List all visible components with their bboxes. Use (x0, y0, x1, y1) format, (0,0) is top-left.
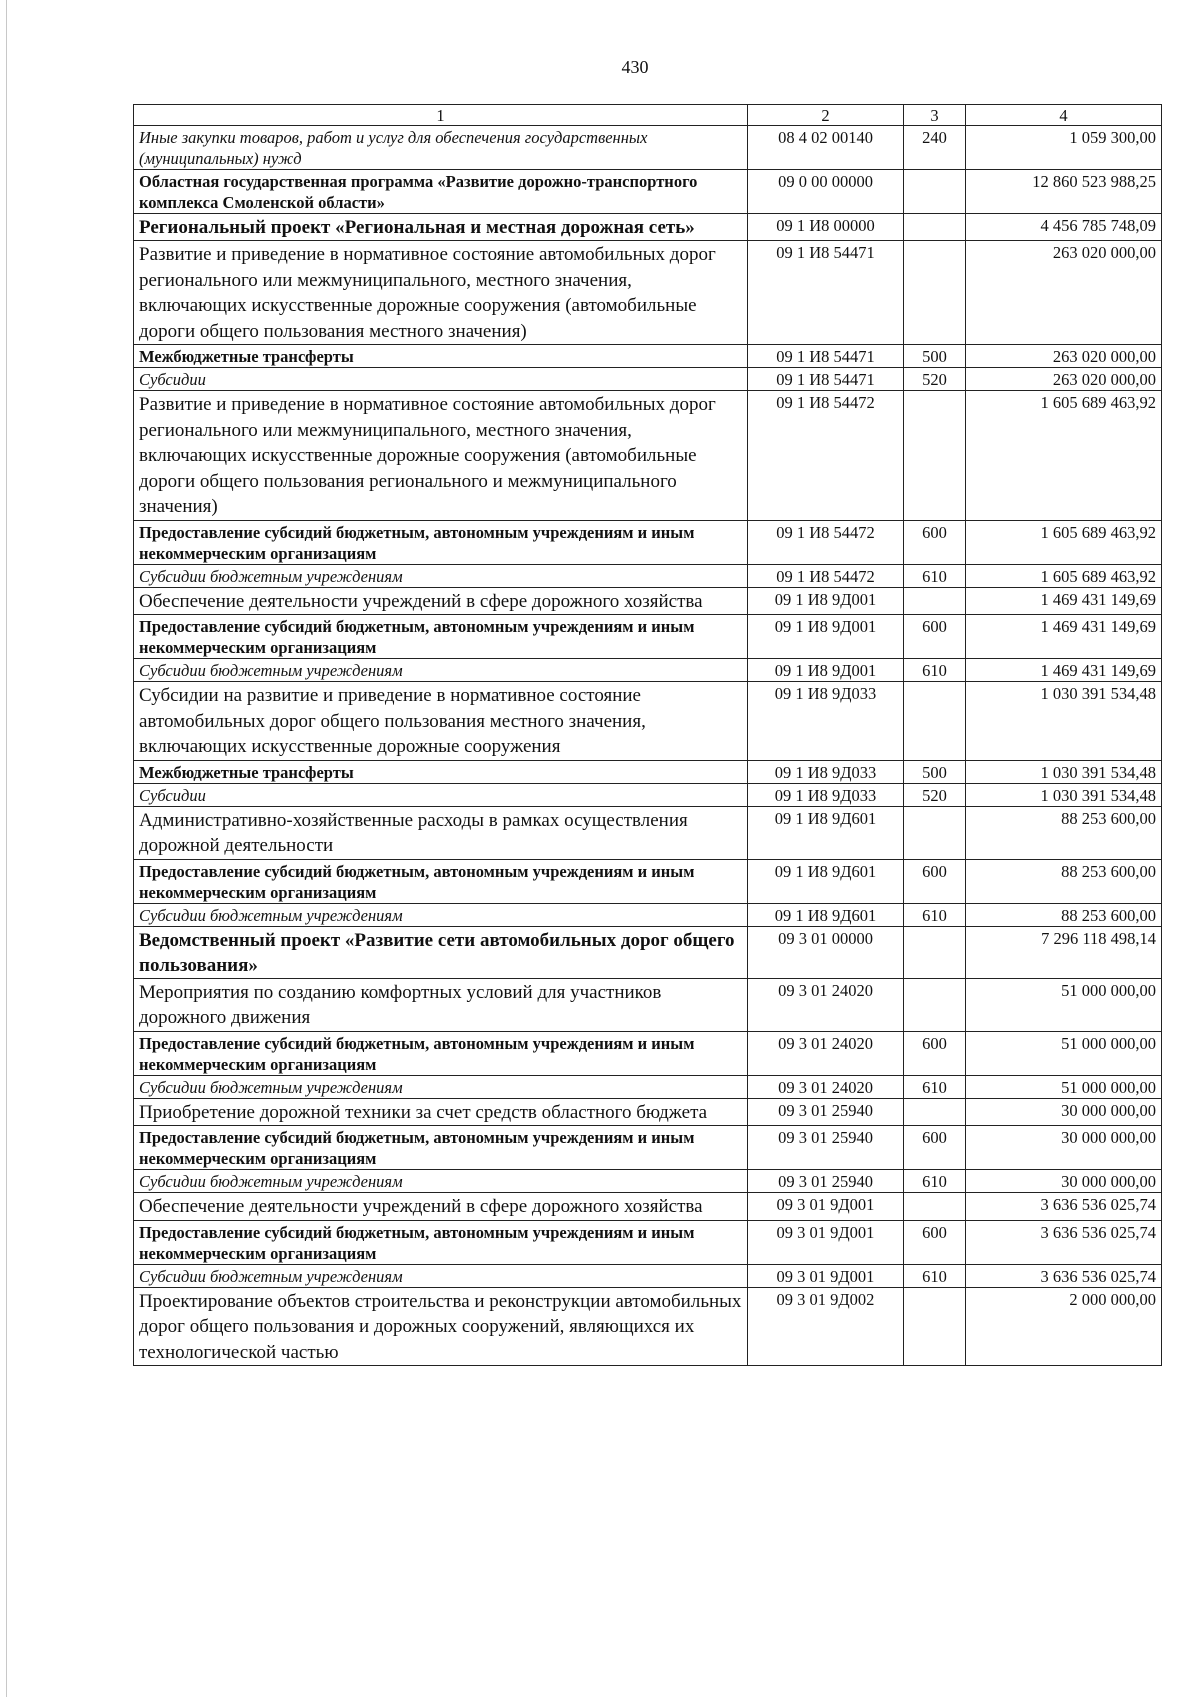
row-name: Проектирование объектов строительства и реконструкции автомобильных дорог общего пользования и дорожных сооружений, являющихся их технологической частью (134, 1287, 748, 1366)
row-type: 610 (904, 1264, 966, 1287)
row-type: 610 (904, 659, 966, 682)
row-type: 600 (904, 1220, 966, 1264)
row-name: Развитие и приведение в нормативное состояние автомобильных дорог регионального или межмуниципального, местного значения, включающих искусственные дорожные сооружения (автомобильные дороги общего пользования регионального и межмуниципального значения) (134, 391, 748, 521)
table-row (134, 926, 1162, 978)
row-type: 520 (904, 368, 966, 391)
row-name: Субсидии бюджетным учреждениям (134, 564, 748, 587)
row-code: 09 3 01 24020 (748, 978, 904, 1031)
table-row (134, 1098, 1162, 1126)
row-type (904, 978, 966, 1031)
table-row (134, 587, 1162, 615)
row-code: 09 3 01 25940 (748, 1170, 904, 1193)
row-name: Региональный проект «Региональная и местная дорожная сеть» (134, 214, 748, 241)
row-code: 09 1 И8 54471 (748, 345, 904, 368)
row-code: 09 1 И8 9Д601 (748, 806, 904, 859)
row-amount: 88 253 600,00 (966, 903, 1162, 926)
row-type: 610 (904, 903, 966, 926)
header-col-2: 2 (748, 105, 904, 126)
row-code: 09 1 И8 9Д001 (748, 615, 904, 659)
table-row (134, 682, 1162, 761)
row-code: 09 0 00 00000 (748, 170, 904, 214)
row-name: Субсидии бюджетным учреждениям (134, 659, 748, 682)
row-name: Субсидии бюджетным учреждениям (134, 903, 748, 926)
row-amount: 51 000 000,00 (966, 1031, 1162, 1075)
row-name: Ведомственный проект «Развитие сети автомобильных дорог общего пользования» (134, 926, 748, 978)
row-amount: 30 000 000,00 (966, 1098, 1162, 1126)
row-code: 09 1 И8 54472 (748, 391, 904, 521)
row-code: 09 1 И8 9Д033 (748, 760, 904, 783)
header-col-1: 1 (134, 105, 748, 126)
row-name: Административно-хозяйственные расходы в рамках осуществления дорожной деятельности (134, 806, 748, 859)
table-row (134, 564, 1162, 587)
row-amount: 88 253 600,00 (966, 806, 1162, 859)
row-amount: 12 860 523 988,25 (966, 170, 1162, 214)
row-type: 610 (904, 564, 966, 587)
row-code: 09 3 01 9Д001 (748, 1193, 904, 1221)
row-code: 09 3 01 9Д001 (748, 1264, 904, 1287)
row-code: 09 1 И8 54471 (748, 241, 904, 345)
row-code: 09 1 И8 9Д033 (748, 682, 904, 761)
row-amount: 3 636 536 025,74 (966, 1220, 1162, 1264)
page-number: 430 (621, 57, 649, 77)
row-amount: 4 456 785 748,09 (966, 214, 1162, 241)
table-row (134, 126, 1162, 170)
header-col-4: 4 (966, 105, 1162, 126)
table-row (134, 859, 1162, 903)
row-name: Субсидии бюджетным учреждениям (134, 1170, 748, 1193)
row-type (904, 1098, 966, 1126)
row-name: Предоставление субсидий бюджетным, автономным учреждениям и иным некоммерческим организациям (134, 1031, 748, 1075)
row-name: Областная государственная программа «Развитие дорожно-транспортного комплекса Смоленской области» (134, 170, 748, 214)
row-amount: 7 296 118 498,14 (966, 926, 1162, 978)
row-amount: 1 469 431 149,69 (966, 587, 1162, 615)
table-row (134, 978, 1162, 1031)
row-code: 09 1 И8 9Д601 (748, 859, 904, 903)
row-code: 09 1 И8 9Д033 (748, 783, 904, 806)
row-name: Развитие и приведение в нормативное состояние автомобильных дорог регионального или межмуниципального, местного значения, включающих искусственные дорожные сооружения (автомобильные дороги общего пользования местного значения) (134, 241, 748, 345)
header-col-3: 3 (904, 105, 966, 126)
row-code: 08 4 02 00140 (748, 126, 904, 170)
row-code: 09 1 И8 54472 (748, 564, 904, 587)
row-type: 600 (904, 1031, 966, 1075)
row-amount: 3 636 536 025,74 (966, 1264, 1162, 1287)
row-type: 600 (904, 859, 966, 903)
table-row (134, 1193, 1162, 1221)
row-amount: 1 469 431 149,69 (966, 659, 1162, 682)
row-code: 09 3 01 24020 (748, 1031, 904, 1075)
row-amount: 2 000 000,00 (966, 1287, 1162, 1366)
row-amount: 263 020 000,00 (966, 368, 1162, 391)
row-code: 09 3 01 25940 (748, 1098, 904, 1126)
row-code: 09 1 И8 9Д001 (748, 659, 904, 682)
row-name: Предоставление субсидий бюджетным, автономным учреждениям и иным некоммерческим организациям (134, 1126, 748, 1170)
row-type (904, 1193, 966, 1221)
table-row (134, 783, 1162, 806)
row-amount: 88 253 600,00 (966, 859, 1162, 903)
row-type: 600 (904, 1126, 966, 1170)
row-amount: 1 059 300,00 (966, 126, 1162, 170)
row-amount: 1 605 689 463,92 (966, 564, 1162, 587)
row-type: 610 (904, 1170, 966, 1193)
table-row (134, 345, 1162, 368)
row-name: Предоставление субсидий бюджетным, автономным учреждениям и иным некоммерческим организациям (134, 520, 748, 564)
row-type: 500 (904, 760, 966, 783)
row-amount: 1 469 431 149,69 (966, 615, 1162, 659)
table-row (134, 659, 1162, 682)
table-header-row (134, 105, 1162, 126)
row-type (904, 806, 966, 859)
row-amount: 1 605 689 463,92 (966, 391, 1162, 521)
table-row (134, 391, 1162, 521)
row-amount: 263 020 000,00 (966, 345, 1162, 368)
row-name: Субсидии (134, 368, 748, 391)
row-type: 610 (904, 1075, 966, 1098)
row-name: Межбюджетные трансферты (134, 345, 748, 368)
row-type: 600 (904, 520, 966, 564)
row-type: 240 (904, 126, 966, 170)
row-type: 600 (904, 615, 966, 659)
row-name: Субсидии на развитие и приведение в нормативное состояние автомобильных дорог общего пользования местного значения, включающих искусственные дорожные сооружения (134, 682, 748, 761)
table-row (134, 1031, 1162, 1075)
row-name: Межбюджетные трансферты (134, 760, 748, 783)
row-code: 09 3 01 24020 (748, 1075, 904, 1098)
row-name: Обеспечение деятельности учреждений в сфере дорожного хозяйства (134, 1193, 748, 1221)
row-code: 09 3 01 00000 (748, 926, 904, 978)
row-name: Предоставление субсидий бюджетным, автономным учреждениям и иным некоммерческим организациям (134, 1220, 748, 1264)
row-code: 09 1 И8 9Д001 (748, 587, 904, 615)
table-row (134, 615, 1162, 659)
table-row (134, 368, 1162, 391)
row-type (904, 241, 966, 345)
budget-table (133, 104, 1162, 1366)
table-row (134, 170, 1162, 214)
table-row (134, 903, 1162, 926)
row-type (904, 214, 966, 241)
table-row (134, 1264, 1162, 1287)
row-name: Предоставление субсидий бюджетным, автономным учреждениям и иным некоммерческим организациям (134, 615, 748, 659)
row-type (904, 926, 966, 978)
row-type (904, 391, 966, 521)
row-code: 09 1 И8 9Д601 (748, 903, 904, 926)
row-amount: 1 030 391 534,48 (966, 783, 1162, 806)
table-row (134, 760, 1162, 783)
row-name: Приобретение дорожной техники за счет средств областного бюджета (134, 1098, 748, 1126)
row-amount: 51 000 000,00 (966, 1075, 1162, 1098)
row-code: 09 1 И8 54472 (748, 520, 904, 564)
row-name: Предоставление субсидий бюджетным, автономным учреждениям и иным некоммерческим организациям (134, 859, 748, 903)
table-row (134, 1220, 1162, 1264)
table-row (134, 520, 1162, 564)
row-name: Субсидии бюджетным учреждениям (134, 1264, 748, 1287)
row-name: Обеспечение деятельности учреждений в сфере дорожного хозяйства (134, 587, 748, 615)
table-row (134, 1170, 1162, 1193)
scan-edge (6, 0, 7, 1697)
row-name: Субсидии (134, 783, 748, 806)
row-type (904, 587, 966, 615)
row-amount: 263 020 000,00 (966, 241, 1162, 345)
table-row (134, 214, 1162, 241)
row-amount: 30 000 000,00 (966, 1126, 1162, 1170)
table-row (134, 241, 1162, 345)
row-code: 09 3 01 9Д002 (748, 1287, 904, 1366)
table-row (134, 1287, 1162, 1366)
row-code: 09 1 И8 00000 (748, 214, 904, 241)
table-row (134, 1126, 1162, 1170)
row-name: Мероприятия по созданию комфортных условий для участников дорожного движения (134, 978, 748, 1031)
row-type (904, 1287, 966, 1366)
table-row (134, 806, 1162, 859)
row-amount: 30 000 000,00 (966, 1170, 1162, 1193)
row-code: 09 1 И8 54471 (748, 368, 904, 391)
row-type: 500 (904, 345, 966, 368)
row-code: 09 3 01 25940 (748, 1126, 904, 1170)
row-type: 520 (904, 783, 966, 806)
row-amount: 1 030 391 534,48 (966, 760, 1162, 783)
row-name: Субсидии бюджетным учреждениям (134, 1075, 748, 1098)
row-code: 09 3 01 9Д001 (748, 1220, 904, 1264)
row-amount: 51 000 000,00 (966, 978, 1162, 1031)
table-row (134, 1075, 1162, 1098)
row-amount: 1 030 391 534,48 (966, 682, 1162, 761)
row-name: Иные закупки товаров, работ и услуг для обеспечения государственных (муниципальных) нужд (134, 126, 748, 170)
row-amount: 3 636 536 025,74 (966, 1193, 1162, 1221)
row-type (904, 170, 966, 214)
row-type (904, 682, 966, 761)
row-amount: 1 605 689 463,92 (966, 520, 1162, 564)
